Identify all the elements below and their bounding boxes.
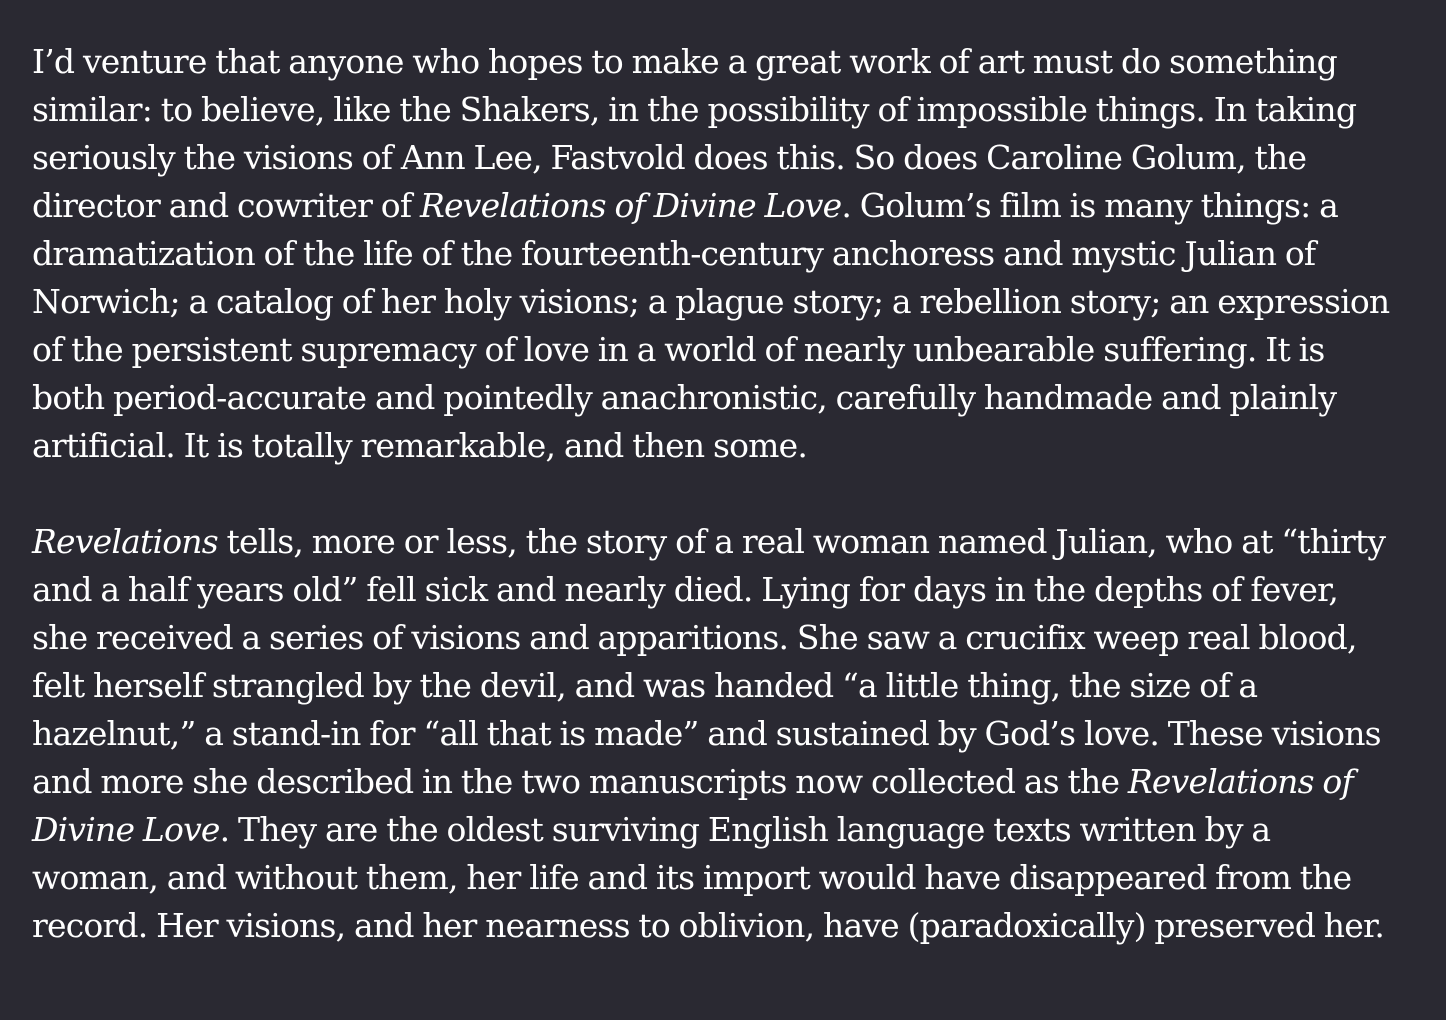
paragraph-1-text-2: . Golum’s film is many things: a dramatization of the life of the fourteenth-century anchoress and mystic Julian of Norwich; a catalog of her holy visions; a plague story; a rebellion story; an expression of the persistent supremacy of love in a world of nearly unbearable suffering. It is both period-accurate and pointedly anachronistic, carefully handmade and plainly artificial. It is totally remarkable, and then some. [32,186,1390,465]
film-title-italic: Revelations of Divine Love [419,186,842,225]
paragraph-1-text-1: I’d venture that anyone who hopes to make a great work of art must do something similar: to believe, like the Shakers, in the possibility of impossible things. In taking seriously the visions of Ann Lee, Fastvold does this. So does Caroline Golum, the director and cowriter of [32,42,1357,225]
paragraph-2 [32,518,1402,950]
paragraph-1 [32,38,1402,470]
book-title-italic: Revelations of Divine Love [32,762,1353,849]
paragraph-2-text-1: tells, more or less, the story of a real woman named Julian, who at “thirty and a half years old” fell sick and nearly died. Lying for days in the depths of fever, she received a series of visions and apparitions. She saw a crucifix weep real blood, felt herself strangled by the devil, and was handed “a little thing, the size of a hazelnut,” a stand-in for “all that is made” and sustained by God’s love. These visions and more she described in the two manuscripts now collected as the [32,522,1386,801]
article-body [32,38,1402,950]
paragraph-2-text-2: . They are the oldest surviving English language texts written by a woman, and without them, her life and its import would have disappeared from the record. Her visions, and her nearness to oblivion, have (paradoxically) preserved her. [32,810,1385,945]
film-short-title-italic: Revelations [32,522,218,561]
